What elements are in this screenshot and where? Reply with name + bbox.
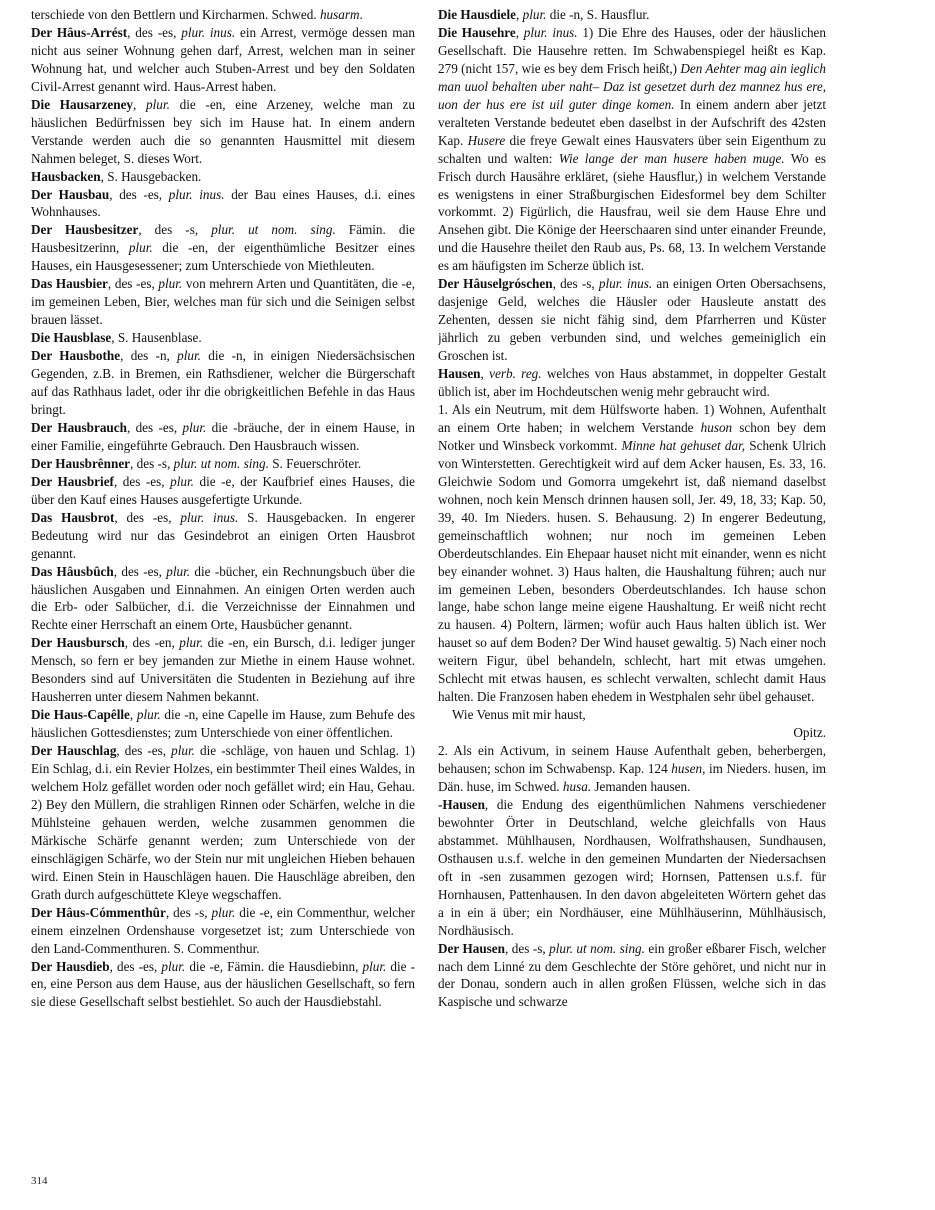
entry-headword: Der Hausbothe [31, 348, 121, 364]
dictionary-entry [31, 347, 415, 419]
dictionary-entry [31, 473, 415, 509]
entry-italic-text: husarm [319, 7, 360, 22]
entry-headword: Der Hausbrief [31, 473, 114, 489]
entry-text: terschiede von den Bettlern und Kircharmen. Schwed. [31, 7, 320, 22]
entry-text: 2. Als ein Activum, in seinem Hause Aufenthalt geben, beherbergen, behausen; schon im Schwabensp. Kap. 124 [438, 743, 826, 777]
entry-text: im Nieders. husen, im Dän. huse, im Schwed. [438, 761, 826, 794]
entry-text: die -schläge, von hauen und Schlag. 1) Ein Schlag, d.i. ein Revier Holzes, ein bestimmter Theil eines Waldes, in welchem Holz gefället worden oder noch gefället wird; ein Hau, Gehau. 2) Bey den Müllern, die strahligen Rinnen oder Schärfen, welche in die Mühlsteine gehauen werden, welche zusammen genommen die Märkische Schärfe genannt werden; zum Unterschiede von der einschlägigen Schärfe, wo der Stein nur mit ungleichen Hieben behauen wird. Einen Stein in Hauschlägen hauen. Die Hauschläge abreiben, den Grath durch aufgeschüttete Kleye wegschaffen. [31, 743, 415, 902]
entry-text: , des -n, [120, 348, 178, 364]
entry-text: die -en, eine Arzeney, welche man zu häuslichen Bedürfnissen bey sich im Hause hat. In einem andern Verstande werden auch die so genannten Hausmittel mit diesem Nahmen beleget, S. dieses Wort. [31, 96, 415, 166]
entry-text: , des -es, [114, 509, 181, 525]
entry-headword: Das Hausbier [31, 276, 108, 292]
entry-text: , des -s, [504, 940, 550, 956]
entry-italic-text: plur. [522, 7, 547, 22]
dictionary-entry [31, 455, 415, 473]
entry-headword: Der Hausdieb [31, 958, 110, 974]
dictionary-entry [438, 940, 826, 1012]
entry-text: die -n, S. Hausflur. [546, 7, 650, 22]
entry-headword: Die Hausehre [438, 24, 516, 40]
entry-headword: Das Hausbrot [31, 509, 115, 525]
entry-text: , [129, 707, 137, 723]
dictionary-entry [31, 563, 415, 635]
entry-text: , S. Hausgebacken. [100, 168, 202, 184]
dictionary-entry [31, 168, 415, 186]
dictionary-entry [438, 6, 826, 24]
entry-text: , [516, 7, 523, 22]
entry-text: , des -es, [126, 419, 183, 435]
entry-italic-text: plur. [179, 635, 204, 651]
entry-italic-text: plur. [211, 904, 236, 920]
entry-italic-text: plur. inus. [523, 24, 578, 40]
entry-text: Wie Venus mit mir haust, [452, 707, 586, 723]
entry-text: , des -s, [138, 222, 212, 238]
entry-text: die -e, Fämin. die Hausdiebinn, [185, 958, 363, 974]
entry-text: schon bey dem Notker und Winsbeck vorkommt. [438, 419, 826, 453]
entry-text: an einigen Orten Obersachsens, dasjenige Geld, welches die Häusler oder Hausleute anstatt des Zehenten, dessen sie nicht fähig sind, dem Pfarrherren und Küster jährlich zu geben verbunden sind, und welches gemeiniglich ein Groschen ist. [438, 276, 826, 364]
entry-headword: Der Hausen [438, 940, 505, 956]
entry-text: , des -es, [127, 24, 182, 40]
entry-italic-text: husen, [671, 761, 706, 777]
entry-italic-text: Husere [467, 132, 506, 148]
entry-text: 1) Die Ehre des Hauses, oder der häuslichen Gesellschaft. Die Hausehre retten. Im Schwabenspiegel heißt es Kap. 279 (nicht 157, wie es bey dem Frisch heißt,) [438, 24, 826, 76]
right-column [438, 6, 826, 1178]
dictionary-entry [31, 96, 415, 168]
entry-text: die -e, der Kaufbrief eines Hauses, die über den Kauf eines Hauses ausgefertigte Urkunde. [31, 473, 415, 507]
entry-headword: Der Hausbrauch [31, 419, 127, 435]
entry-text: die -en, der eigenthümliche Besitzer eines Hauses, ein Hausgesessener; zum Unterschiede von Miethleuten. [31, 240, 415, 274]
entry-italic-text: Den Aehter mag ain ieglich man uuol behalten uber naht– Daz ist gesetzet durh dez mannez hus ere, uon der hus ere ist uil guter dinge komen. [438, 60, 826, 112]
entry-text: Wo es Frisch durch Hausähre erkläret, (siehe Hausflur,) in welchem Verstande es wenigstens in einer Straßburgischen Eidesformel bey dem Schilter vorkommt. 2) Figürlich, die Hausfrau, weil sie dem Hause Ehre und Ansehen gibt. Die Könige der Heerschaaren sind unter einander Freunde, und die Hausehre theilet den Raub aus, Ps. 68, 13. In welchem Verstande es am häufigsten im Scherze üblich ist. [438, 150, 826, 274]
entry-text: Opitz. [793, 725, 826, 741]
dictionary-entry [31, 6, 415, 24]
entry-text: S. Feuerschröter. [268, 455, 362, 471]
entry-text: , des -s, [165, 904, 212, 920]
entry-italic-text: plur. [136, 707, 161, 723]
dictionary-entry [31, 275, 415, 329]
entry-text: , des -es, [116, 743, 172, 759]
entry-headword: Der Hausbrênner [31, 455, 131, 471]
entry-headword: -Hausen [438, 796, 485, 812]
entry-italic-text: plur. inus. [598, 276, 653, 292]
entry-text: die -bräuche, der in einem Hause, in einer Familie, eingeführte Gebrauch. Den Hausbrauch wissen. [31, 419, 415, 453]
entry-italic-text: plur. [161, 958, 186, 974]
dictionary-entry [438, 365, 826, 401]
entry-italic-text: plur. [158, 276, 183, 292]
entry-text: , [480, 366, 490, 382]
entry-text: ein großer eßbarer Fisch, welcher nach dem Linné zu dem Geschlechte der Störe gehöret, und nicht nur in der Donau, sondern auch in allen großen Flüssen, welche sich in das Kaspische und schwarze [438, 940, 826, 1010]
entry-text: die -en, eine Person aus dem Hause, aus der häuslichen Gesellschaft, so fern sie diese Gesellschaft selbst bestiehlet. So auch der Hausdiebstahl. [31, 958, 415, 1010]
entry-text: die -n, eine Capelle im Hause, zum Behufe des häuslichen Gottesdienstes; zum Unterschiede von einer öffentlichen. [31, 707, 415, 741]
entry-headword: Die Hausblase [31, 330, 112, 346]
entry-headword: Der Hausbesitzer [31, 222, 139, 238]
dictionary-entry [438, 706, 826, 724]
dictionary-entry [31, 186, 415, 222]
entry-text: die freye Gewalt eines Hausvaters über sein Eigenthum zu schalten und walten: [438, 132, 826, 166]
entry-text: , die Endung des eigenthümlichen Nahmens verschiedener bewohnter Örter in Deutschland, welche gleichfalls von Haus abstammet. Mühlhausen, Nordhausen, Wolfrathshausen, Sundhausen, Osthausen u.s.f. welche in den gemeinen Mundarten der Niedersachsen oft in -sen zusammen gezogen wird; Hornsen, Pattensen u.s.f. für Hornhausen, Pattenhausen. In den davon abgeleiteten Wörtern gehet das a in ein ä über; ein Nordhäuser, eine Mühlhäuserinn, Mühlhäusisch, Nordhäusisch. [438, 796, 826, 938]
entry-headword: Der Hâuselgróschen [438, 276, 553, 292]
entry-text: der Bau eines Hauses, d.i. eines Wohnhauses. [31, 186, 415, 220]
dictionary-entry [31, 706, 415, 742]
entry-headword: Die Hausarzeney [31, 96, 134, 112]
entry-italic-text: plur. [170, 473, 194, 489]
entry-italic-text: plur. [182, 419, 207, 435]
entry-text: In einem andern aber jetzt veralteten Verstande bedeutet eben daselbst in der Aufschrift des 42sten Kap. [438, 96, 826, 148]
entry-headword: Der Hauschlag [31, 743, 117, 759]
entry-headword: Der Hausbursch [31, 635, 125, 651]
dictionary-entry [31, 958, 415, 1012]
entry-text: , S. Hausenblase. [111, 330, 202, 346]
entry-italic-text: plur. [166, 563, 191, 579]
entry-text: , [133, 96, 147, 112]
entry-headword: Hausen [438, 366, 481, 382]
dictionary-entry [438, 724, 826, 742]
page-number: 314 [31, 1175, 48, 1187]
dictionary-entry [438, 24, 826, 275]
entry-italic-text: plur. [171, 743, 195, 759]
entry-italic-text: husa. [562, 778, 592, 794]
entry-italic-text: verb. reg. [489, 366, 542, 382]
entry-italic-text: plur. [146, 96, 170, 112]
entry-italic-text: plur. [177, 348, 201, 364]
dictionary-entry [438, 796, 826, 940]
entry-text: . [359, 7, 363, 22]
entry-italic-text: Minne hat gehuset dar, [621, 437, 746, 453]
dictionary-entry [31, 509, 415, 563]
dictionary-entry [31, 24, 415, 96]
entry-text: Jemanden hausen. [591, 778, 691, 794]
entry-headword: Der Hâus-Cómmenthûr [31, 904, 166, 920]
entry-text: 1. Als ein Neutrum, mit dem Hülfsworte haben. 1) Wohnen, Aufenthalt an einem Orte haben; in welchem Verstande [438, 401, 826, 435]
entry-text: , des -es, [113, 563, 167, 579]
entry-headword: Die Haus-Capêlle [31, 707, 130, 723]
entry-text: die -e, ein Commenthur, welcher einem einzelnen Ordenshause vorgesetzet ist; zum Unterschiede von den Land-Commenthuren. S. Commenthur. [31, 904, 415, 956]
entry-text: die -en, ein Bursch, d.i. lediger junger Mensch, so fern er bey jemanden zur Miethe in einem Hause wohnet. Besonders sind auf Universitäten die Studenten in Beziehung auf ihre Hausherren unter diesem Nahmen bekannt. [31, 635, 415, 705]
entry-italic-text: plur. inus. [168, 186, 225, 202]
entry-italic-text: plur. ut nom. sing. [549, 940, 645, 956]
dictionary-entry [31, 221, 415, 275]
entry-text: , des -s, [130, 455, 174, 471]
dictionary-entry [31, 742, 415, 904]
entry-text: , des -es, [113, 473, 171, 489]
entry-text: , des -es, [107, 276, 159, 292]
entry-text: die -bücher, ein Rechnungsbuch über die häuslichen Ausgaben und Einnahmen. An einigen Orten werden auch die Erb- oder Salbücher, d.i. die Verzeichnisse der Einnahmen und Rechte einer Herrschaft an einem Orte, Hausbücher genannt. [31, 563, 415, 633]
dictionary-entry [438, 742, 826, 796]
entry-headword: Hausbacken [31, 168, 101, 184]
entry-headword: Das Hâusbûch [31, 563, 114, 579]
entry-text: , des -en, [124, 635, 180, 651]
entry-text: , des -es, [109, 186, 169, 202]
entry-headword: Der Hâus-Arrést [31, 24, 128, 40]
entry-text: Schenk Ulrich von Winterstetten. Gerechtigkeit wird auf dem Acker hausen, Es. 33, 16. Gleichwie Sodom und Gomorra umgekehrt ist, daß niemand daselbst wohnen, noch kein Mensch drinnen hausen soll, Jer. 49, 18, 33; Kap. 50, 39, 40. Im Nieders. husen. S. Behausung. 2) In engerer Bedeutung, gemeinschaftlich wohnen; nur noch im gemeinen Leben Oberdeutschlandes. Ein Ehepaar hauset nicht mit einander, wenn es nicht bey einander wohnet. 3) Haus halten, die Haushaltung führen; auch nur im gemeinen Leben, besonders Oberdeutschlandes. Ich hause schon lange, habe schon lange meine eigene Haushaltung. Er weiß nicht recht zu hausen. 4) Poltern, lärmen; wofür auch Haus halten üblich ist. Wer hauset so auf dem Boden? Der Wind hauset gewaltig. 5) Nach einer noch weitern Figur, übel behandeln, schlecht, hart mit etwas umgehen. Schlecht mit etwas hausen, es schlecht verwalten, schlecht damit Haus halten. Die Franzosen haben ehedem in Westphalen sehr übel gehauset. [438, 437, 826, 705]
entry-italic-text: plur. [362, 958, 387, 974]
dictionary-entry [31, 329, 415, 347]
dictionary-entry [438, 275, 826, 365]
entry-italic-text: plur. inus. [180, 509, 239, 525]
entry-text: von mehrern Arten und Quantitäten, die -e, im gemeinen Leben, Bier, welches man für sich und die Seinigen selbst brauen lässet. [31, 276, 415, 328]
entry-headword: Der Hausbau [31, 186, 110, 202]
entry-italic-text: plur. [128, 240, 153, 256]
entry-text: , [515, 24, 524, 40]
entry-italic-text: plur. ut nom. sing. [173, 455, 269, 471]
entry-italic-text: plur. inus. [181, 24, 236, 40]
left-column [31, 6, 415, 1178]
entry-text: Fämin. die Hausbesitzerinn, [31, 222, 415, 256]
entry-italic-text: huson [700, 419, 733, 435]
entry-text: , des -es, [109, 958, 162, 974]
dictionary-entry [31, 419, 415, 455]
dictionary-entry [31, 634, 415, 706]
entry-text: , des -s, [552, 276, 599, 292]
entry-italic-text: Wie lange der man husere haben muge. [558, 150, 785, 166]
entry-headword: Die Hausdiele [438, 7, 517, 22]
dictionary-entry [31, 904, 415, 958]
entry-text: S. Hausgebacken. In engerer Bedeutung wird nur das Gesindebrot an einigen Orten Hausbrot genannt. [31, 509, 415, 561]
entry-text: die -n, in einigen Niedersächsischen Gegenden, z.B. in Bremen, ein Rathsdiener, welcher die Bürgerschaft auf das Rathhaus ladet, oder ihr die obrigkeitlichen Befehle in das Haus bringt. [31, 348, 415, 417]
entry-text: ein Arrest, vermöge dessen man nicht aus seiner Wohnung gehen darf, Arrest, welchen man in seiner Wohnung hat, und welcher auch Stuben-Arrest und bey den Soldaten Civil-Arrest genannt wird. Haus-Arrest haben. [31, 24, 415, 94]
entry-text: welches von Haus abstammet, in doppelter Gestalt üblich ist, aber im Hochdeutschen wenig mehr gebraucht wird. [438, 366, 826, 400]
entry-italic-text: plur. ut nom. sing. [211, 222, 336, 238]
dictionary-entry [438, 401, 826, 706]
